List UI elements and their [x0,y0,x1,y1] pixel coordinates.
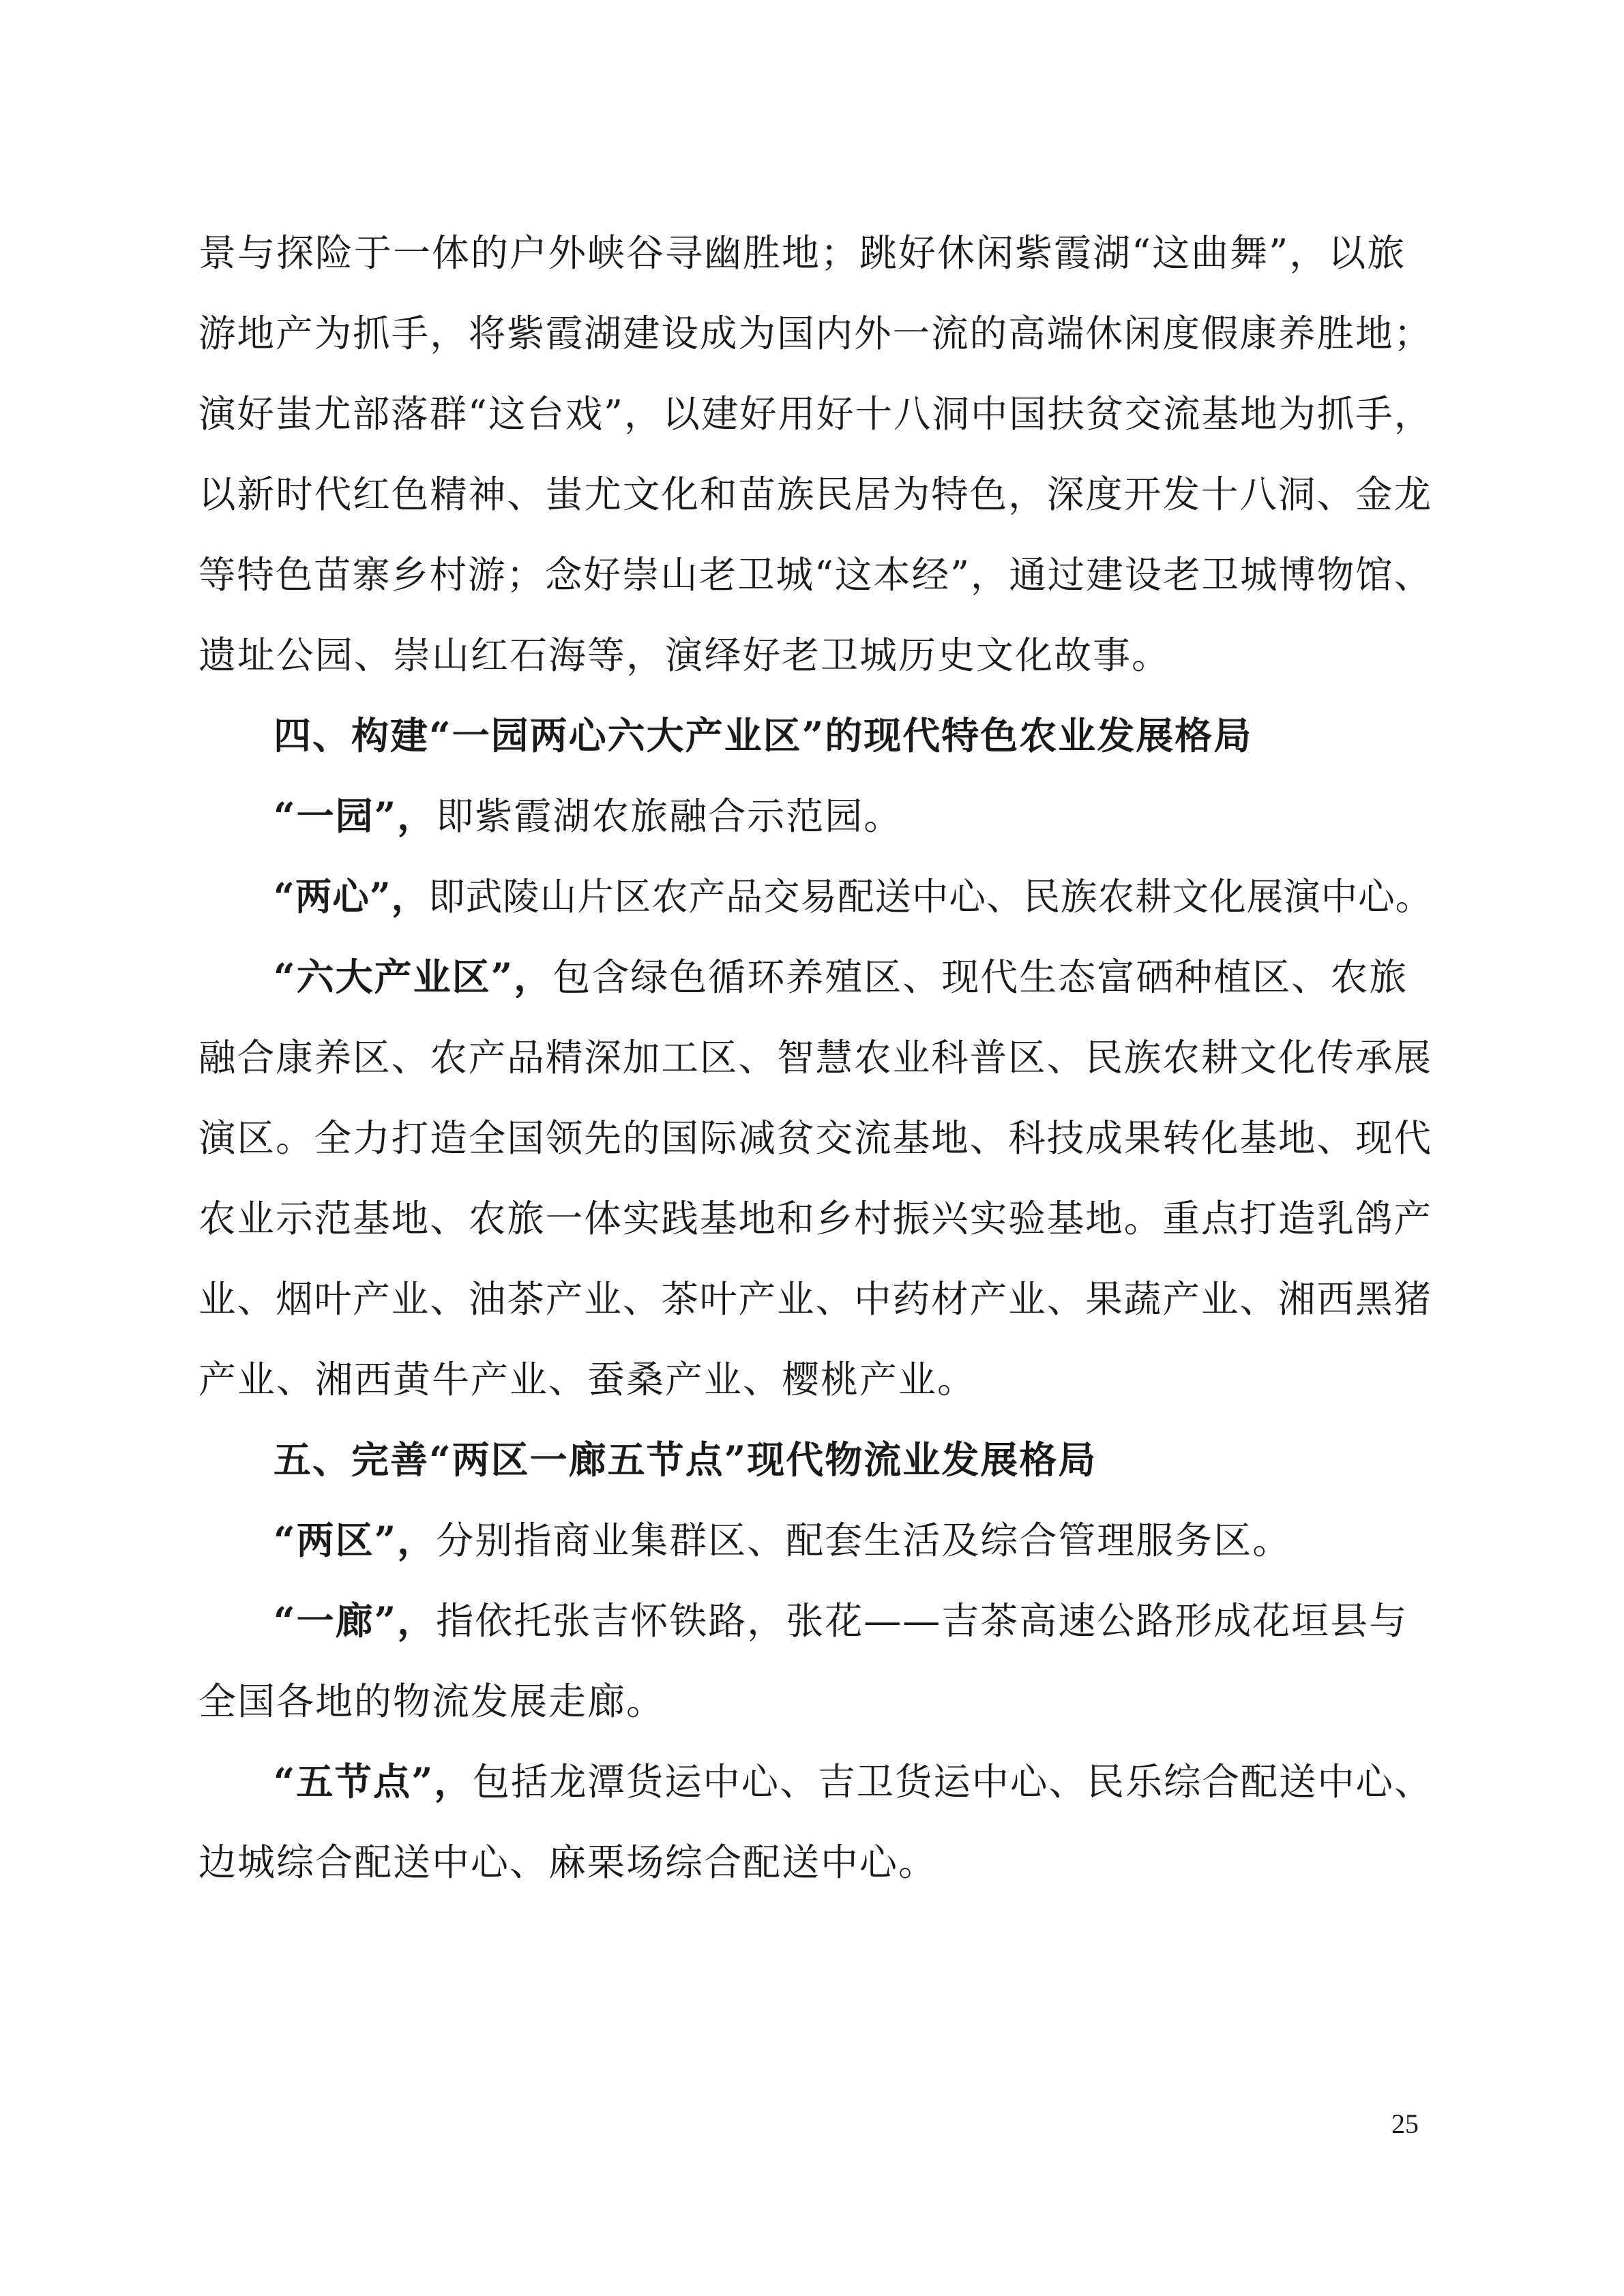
term-label: “五节点”， [274,1759,473,1804]
term-text: 包括龙潭货运中心、吉卫货运中心、民乐综合配送中心、 [472,1760,1433,1804]
term-text: 即紫霞湖农旅融合示范园。 [436,794,903,838]
term-label: “一廊”， [274,1598,437,1643]
paragraph-line: 边城综合配送中心、麻栗场综合配送中心。 [198,1840,938,1884]
paragraph-line: 产业、湘西黄牛产业、蚕桑产业、樱桃产业。 [198,1358,977,1401]
paragraph-line: 融合康养区、农产品精深加工区、智慧农业科普区、民族农耕文化传承展 [198,1036,1433,1079]
term-text: 包含绿色循环养殖区、现代生态富硒种植区、农旅 [552,955,1408,999]
paragraph-line: 景与探险于一体的户外峡谷寻幽胜地；跳好休闲紫霞湖“这曲舞”，以旅 [198,231,1406,275]
paragraph-line: 业、烟叶产业、油茶产业、茶叶产业、中药材产业、果蔬产业、湘西黑猪 [198,1277,1433,1321]
term-label: “两区”， [274,1518,437,1562]
paragraph-liuda [274,953,1408,1001]
term-text: 分别指商业集群区、配套生活及综合管理服务区。 [436,1519,1292,1562]
paragraph-line: 演好蚩尤部落群“这台戏”，以建好用好十八洞中国扶贫交流基地为抓手， [198,392,1433,436]
paragraph-wujiedian [274,1758,1432,1806]
paragraph-line: 以新时代红色精神、蚩尤文化和苗族民居为特色，深度开发十八洞、金龙 [198,473,1433,516]
term-text: 指依托张吉怀铁路，张花——吉茶高速公路形成花垣县与 [436,1599,1408,1643]
paragraph-liangqu [274,1517,1291,1564]
paragraph-line: 农业示范基地、农旅一体实践基地和乡村振兴实验基地。重点打造乳鸽产 [198,1197,1433,1240]
paragraph-line: 等特色苗寨乡村游；念好崇山老卫城“这本经”，通过建设老卫城博物馆、 [198,553,1433,597]
paragraph-line: 游地产为抓手，将紫霞湖建设成为国内外一流的高端休闲度假康养胜地； [198,312,1433,355]
paragraph-line: 演区。全力打造全国领先的国际减贫交流基地、科技成果转化基地、现代 [198,1116,1433,1160]
term-text: 即武陵山片区农产品交易配送中心、民族农耕文化展演中心。 [428,875,1433,919]
page-number: 25 [1391,2108,1419,2139]
paragraph-yiyuan [274,792,902,840]
term-label: “一园”， [274,794,437,838]
term-label: “六大产业区”， [274,955,553,999]
paragraph-line: 全国各地的物流发展走廊。 [198,1680,666,1723]
section-heading-5: 五、完善“两区一廊五节点”现代物流业发展格局 [274,1437,1097,1482]
paragraph-liangxin [274,873,1432,921]
paragraph-line: 遗址公园、崇山红石海等，演绎好老卫城历史文化故事。 [198,633,1171,677]
term-label: “两心”， [274,874,429,919]
section-heading-4: 四、构建“一园两心六大产业区”的现代特色农业发展格局 [274,713,1253,758]
paragraph-yilang [274,1597,1408,1645]
